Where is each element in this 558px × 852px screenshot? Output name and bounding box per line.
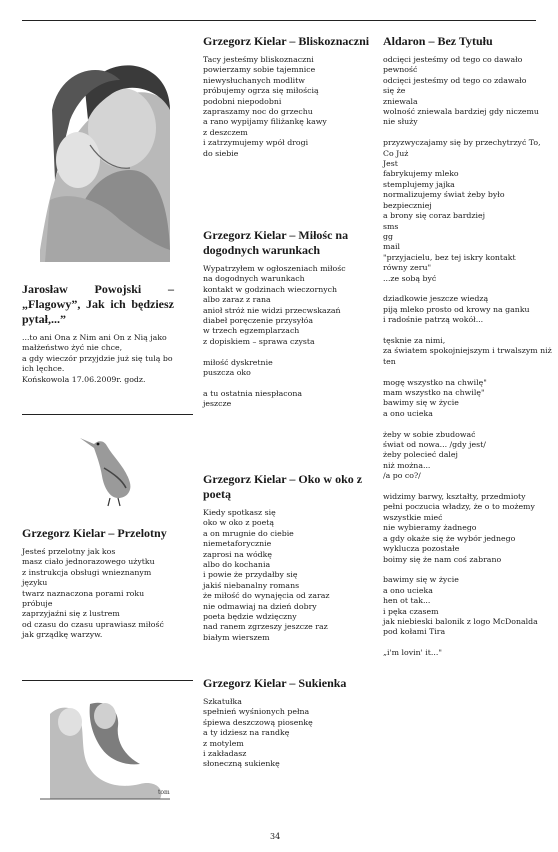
middle-poem-2 [203,228,373,410]
poem-body: odcięci jesteśmy od tego co dawało pewność odcięci jesteśmy od tego co zdawało się że zniewala wolność zniewala bardziej gdy niczemu nie służy przyzwyczajamy się by przechytrzyć To, Co Już Jest fabrykujemy mleko stemplujemy jajka normalizujemy świat żeby było bezpieczniej a brony się coraz bardziej sms gg mail "przyjacielu, bez tej iskry kontakt równy zeru" ...ze sobą być dziadkowie jeszcze wiedzą piją mleko prosto od krowy na ganku i radośnie patrzą wokół... tęsknie za nimi, za światem spokojniejszym i trwalszym niż ten mogę wszystko na chwilę" mam wszystko na chwilę" bawimy się w życie a ono ucieka żeby w sobie zbudować świat od nowa... /gdy jest/ żeby polecieć dalej niż można... /a po co?/ widzimy barwy, kształty, przedmioty pełni poczucia władzy, że o to możemy wszystkie mieć nie wybieramy żadnego a gdy okaże się że wybór jednego wyklucza pozostałe boimy się że nam coś zabrano bawimy się w życie a ono ucieka hen ot tak... i pęka czasem jak niebieski balonik z logo McDonalda pod kołami Tira „i'm lovin' it..." [383,55,552,658]
poem-body: Jesteś przelotny jak kos masz ciało jednorazowego użytku z instrukcja obsługi wnieznanym języku twarz naznaczona porami roku próbuje zaprzyjaźni się z lustrem od czasu do czasu uprawiasz miłość jak grządkę warzyw. [22,547,164,640]
poem-title: Grzegorz Kielar – Miłośc na dogodnych warunkach [203,228,349,257]
poem-body: Szkatułka spełnień wyśnionych pełna śpiewa deszczową piosenkę a ty idziesz na randkę z motylem i zakładasz słoneczną sukienkę [203,697,313,769]
divider [22,680,193,681]
divider [22,414,193,415]
couple-illustration [30,694,178,806]
poem-title: Grzegorz Kielar – Bliskoznaczni [203,34,370,48]
svg-text:tom: tom [158,789,170,796]
portrait-illustration [30,50,176,262]
poem-body: Tacy jesteśmy bliskoznaczni powierzamy sobie tajemnice niewysłuchanych modlitw próbujemy ogrza się miłością podobni niepodobni zapraszamy noc do grzechu a rano wypijamy filiżankę kawy z deszczem i zatrzymujemy wpół drogi do siebie [203,55,327,158]
middle-poem-4 [203,676,373,770]
left-poem-1 [22,282,174,385]
poem-title: Grzegorz Kielar – Oko w oko z poetą [203,472,363,501]
poem-title: Grzegorz Kielar – Przelotny [22,526,167,540]
poem-title: Jarosław Powojski – „Flagowy”, Jak ich będziesz pytał,...” [22,282,174,326]
poem-body: Kiedy spotkasz się oko w oko z poetą a on mrugnie do ciebie niemetaforycznie zaprosi na wódkę albo do kochania i powie że przydałby się jakiś niebanalny romans że miłość do wynajęcia od zaraz nie odmawiaj na dzień dobry poeta będzie wdzięczny nad ranem zgrzeszy jeszcze raz białym wierszem [203,508,330,642]
middle-poem-1 [203,34,373,159]
bird-illustration [74,428,140,508]
top-rule [22,20,536,21]
middle-poem-3 [203,472,373,643]
poem-body: ...to ani Ona z Nim ani On z Nią jako małżeństwo żyć nie chce, a gdy wieczór przyjdzie już się tulą bo ich lęchce. Końskowola 17.06.2009r. godz. [22,333,173,384]
poem-title: Grzegorz Kielar – Sukienka [203,676,347,690]
right-poem-1 [383,34,553,659]
poem-body: Wypatrzyłem w ogłoszeniach miłośc na dogodnych warunkach kontakt w godzinach wieczornych albo zaraz z rana anioł stróż nie widzi przecwskazań diabeł poręczenie przysyłóa w trzech egzemplarzach z dopiskiem – sprawa czysta miłość dyskretnie puszcza oko a tu ostatnia niespłacona jeszcze [203,264,346,409]
poem-title: Aldaron – Bez Tytułu [383,34,493,48]
left-poem-2 [22,526,174,641]
page-number: 34 [270,832,281,841]
